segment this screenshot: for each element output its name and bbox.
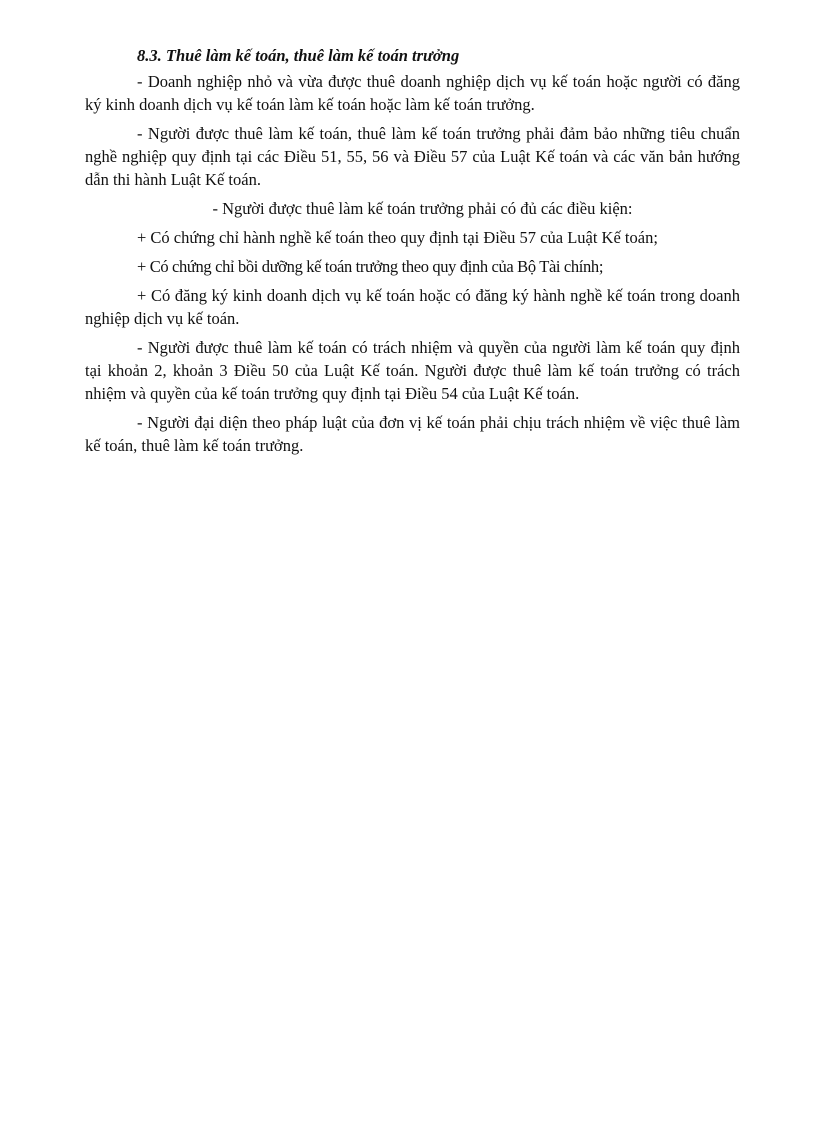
section-heading: 8.3. Thuê làm kế toán, thuê làm kế toán trưởng [137,46,460,65]
paragraph-legal-representative: - Người đại diện theo pháp luật của đơn vị kế toán phải chịu trách nhiệm về việc thuê làm kế toán, thuê làm kế toán trưởng. [85,413,740,455]
paragraph-professional-standards: - Người được thuê làm kế toán, thuê làm kế toán trưởng phải đảm bảo những tiêu chuẩn nghề nghiệp quy định tại các Điều 51, 55, 56 và Điều 57 của Luật Kế toán và các văn bản hướng dẫn thi hành Luật Kế toán. [85,124,740,189]
list-item-training-certificate: + Có chứng chỉ bồi dưỡng kế toán trưởng theo quy định của Bộ Tài chính; [137,257,604,276]
paragraph-chief-accountant-conditions: - Người được thuê làm kế toán trưởng phải có đủ các điều kiện: [212,199,633,218]
list-item-business-registration: + Có đăng ký kinh doanh dịch vụ kế toán hoặc có đăng ký hành nghề kế toán trong doanh nghiệp dịch vụ kế toán. [85,286,740,328]
paragraph-sme-hiring: - Doanh nghiệp nhỏ và vừa được thuê doanh nghiệp dịch vụ kế toán hoặc người có đăng ký kinh doanh dịch vụ kế toán làm kế toán hoặc làm kế toán trưởng. [85,72,740,114]
paragraph-responsibilities-rights: - Người được thuê làm kế toán có trách nhiệm và quyền của người làm kế toán quy định tại khoản 2, khoản 3 Điều 50 của Luật Kế toán. Người được thuê làm kế toán trưởng có trách nhiệm và quyền của kế toán trưởng quy định tại Điều 54 của Luật Kế toán. [85,338,740,403]
document-page [85,44,740,463]
list-item-practice-certificate: + Có chứng chỉ hành nghề kế toán theo quy định tại Điều 57 của Luật Kế toán; [137,228,658,247]
